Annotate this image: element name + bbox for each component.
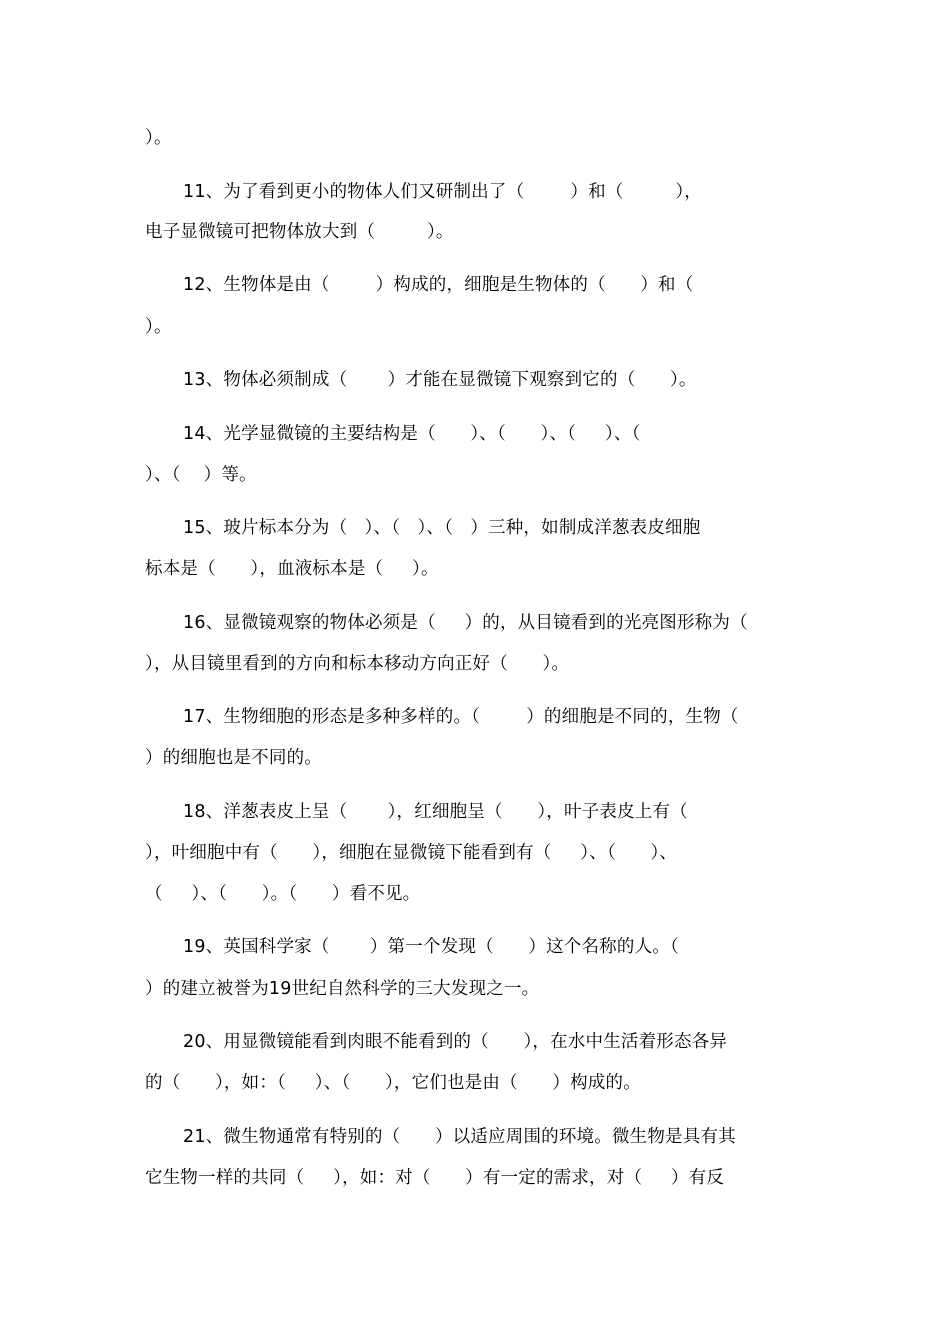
question-18-line-2: ），叶细胞中有（ ），细胞在显微镜下能看到有（ ）、（ ）、: [145, 843, 678, 863]
question-12-line-2: ）。: [145, 317, 172, 337]
question-20-line-2: 的（ ），如：（ ）、（ ），它们也是由（ ）构成的。: [145, 1073, 641, 1093]
question-15-line-1: 15、玻片标本分为（ ）、（ ）、（ ）三种，如制成洋葱表皮细胞: [183, 518, 701, 538]
question-13-line-1: 13、物体必须制成（ ）才能在显微镜下观察到它的（ ）。: [183, 370, 697, 390]
question-17-line-2: ）的细胞也是不同的。: [145, 748, 322, 768]
question-12-line-1: 12、生物体是由（ ）构成的，细胞是生物体的（ ）和（: [183, 275, 694, 295]
question-11-line-2: 电子显微镜可把物体放大到（ ）。: [145, 222, 454, 242]
question-14-line-1: 14、光学显微镜的主要结构是（ ）、（ ）、（ ）、（: [183, 424, 641, 444]
question-16-line-1: 16、显微镜观察的物体必须是（ ）的，从目镜看到的光亮图形称为（: [183, 613, 748, 633]
question-17-line-1: 17、生物细胞的形态是多种多样的。（ ）的细胞是不同的，生物（: [183, 707, 739, 727]
question-16-line-2: ），从目镜里看到的方向和标本移动方向正好（ ）。: [145, 654, 570, 674]
question-15-line-2: 标本是（ ），血液标本是（ ）。: [145, 559, 439, 579]
question-21-line-1: 21、微生物通常有特别的（ ）以适应周围的环境。微生物是具有其: [183, 1127, 736, 1147]
question-14-line-2: ）、（ ）等。: [145, 465, 257, 485]
question-11-line-1: 11、为了看到更小的物体人们又研制出了（ ）和（ ），: [183, 182, 702, 202]
text-line-1: ）。: [145, 128, 172, 148]
question-18-line-1: 18、洋葱表皮上呈（ ），红细胞呈（ ），叶子表皮上有（: [183, 802, 688, 822]
question-18-line-3: （ ）、（ ）。（ ）看不见。: [145, 884, 421, 904]
question-19-line-2: ）的建立被誉为19世纪自然科学的三大发现之一。: [145, 979, 540, 999]
question-21-line-2: 它生物一样的共同（ ），如：对（ ）有一定的需求，对（ ）有反: [145, 1168, 725, 1188]
question-20-line-1: 20、用显微镜能看到肉眼不能看到的（ ），在水中生活着形态各异: [183, 1032, 728, 1052]
question-19-line-1: 19、英国科学家（ ）第一个发现（ ）这个名称的人。（: [183, 937, 679, 957]
